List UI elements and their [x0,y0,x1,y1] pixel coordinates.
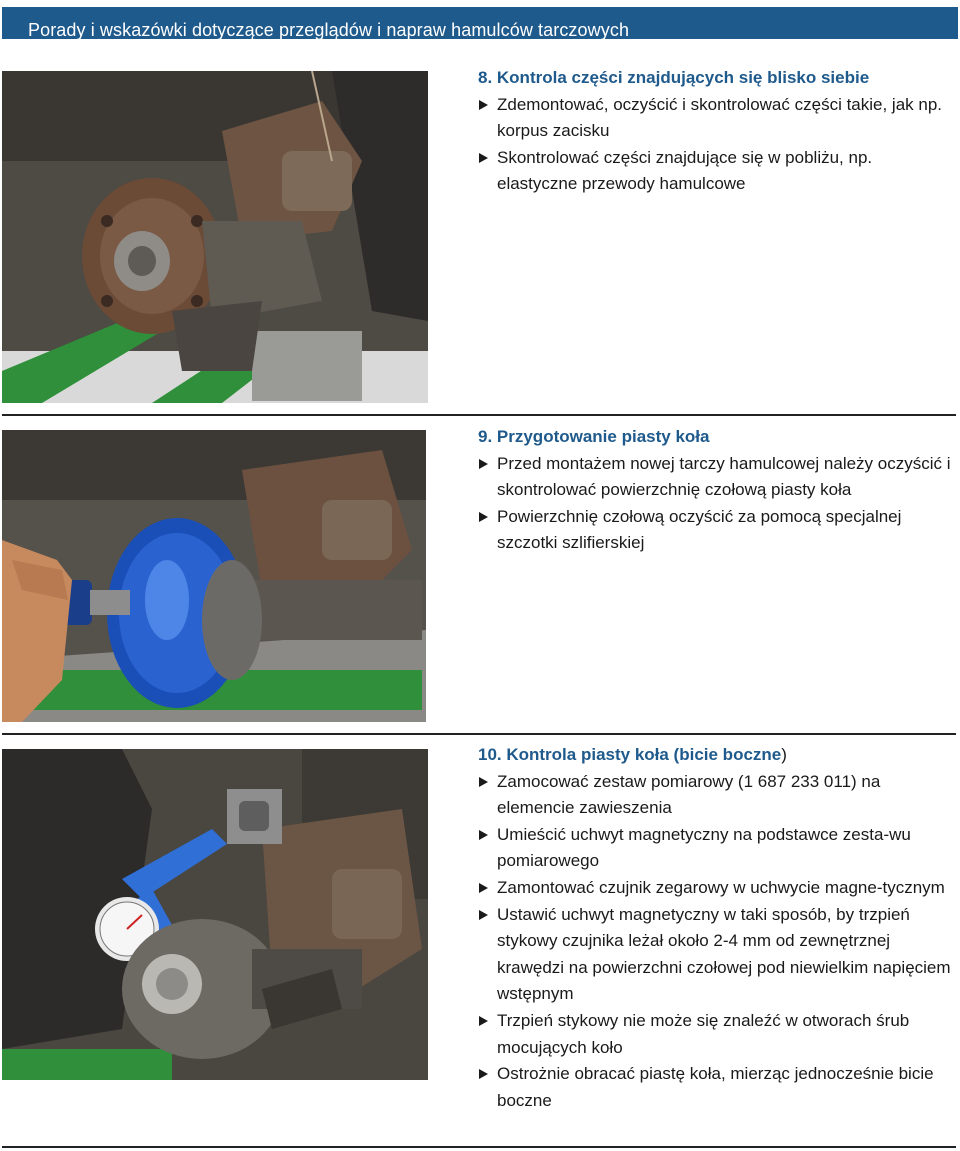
bullet-list [478,769,956,1115]
photo-drill-grinding-brush [2,430,426,722]
bullet-triangle-icon [479,100,488,110]
bullet-triangle-icon [479,883,488,893]
bullet-triangle-icon [479,459,488,469]
bullet-triangle-icon [479,910,488,920]
list-item: Zamocować zestaw pomiarowy (1 687 233 011) na elemencie zawieszenia [478,769,956,822]
photo-brake-caliper-hub [2,71,428,403]
bullet-triangle-icon [479,1016,488,1026]
list-item: Zdemontować, oczyścić i skontrolować części takie, jak np. korpus zacisku [478,92,956,145]
bullet-triangle-icon [479,830,488,840]
section-divider [2,733,956,735]
bullet-triangle-icon [479,1069,488,1079]
bullet-triangle-icon [479,153,488,163]
section-title: 10. Kontrola piasty koła (bicie boczne) [478,745,787,764]
section-9 [478,424,956,557]
list-item: Powierzchnię czołową oczyścić za pomocą specjalnej szczotki szlifierskiej [478,504,956,557]
list-item: Ustawić uchwyt magnetyczny w taki sposób, by trzpień stykowy czujnika leżał około 2-4 mm od zewnętrznej krawędzi na powierzchni czołowej pod niewielkim napięciem wstępnym [478,902,956,1008]
section-divider [2,414,956,416]
list-item: Trzpień stykowy nie może się znaleźć w otworach śrub mocujących koło [478,1008,956,1061]
section-title: 9. Przygotowanie piasty koła [478,427,710,446]
bullet-list [478,92,956,198]
section-divider [2,1146,956,1148]
list-item: Skontrolować części znajdujące się w pobliżu, np. elastyczne przewody hamulcowe [478,145,956,198]
bullet-list [478,451,956,557]
photo-dial-gauge-hub [2,749,428,1080]
list-item: Ostrożnie obracać piastę koła, mierząc jednocześnie bicie boczne [478,1061,956,1114]
list-item: Zamontować czujnik zegarowy w uchwycie magne-tycznym [478,875,956,902]
section-10 [478,742,956,1114]
section-8 [478,65,956,198]
list-item: Umieścić uchwyt magnetyczny na podstawce zesta-wu pomiarowego [478,822,956,875]
section-title: 8. Kontrola części znajdujących się blisko siebie [478,68,870,87]
header-bar [2,7,958,39]
page-title: Porady i wskazówki dotyczące przeglądów i napraw hamulców tarczowych [28,20,630,40]
bullet-triangle-icon [479,512,488,522]
list-item: Przed montażem nowej tarczy hamulcowej należy oczyścić i skontrolować powierzchnię czołową piasty koła [478,451,956,504]
bullet-triangle-icon [479,777,488,787]
